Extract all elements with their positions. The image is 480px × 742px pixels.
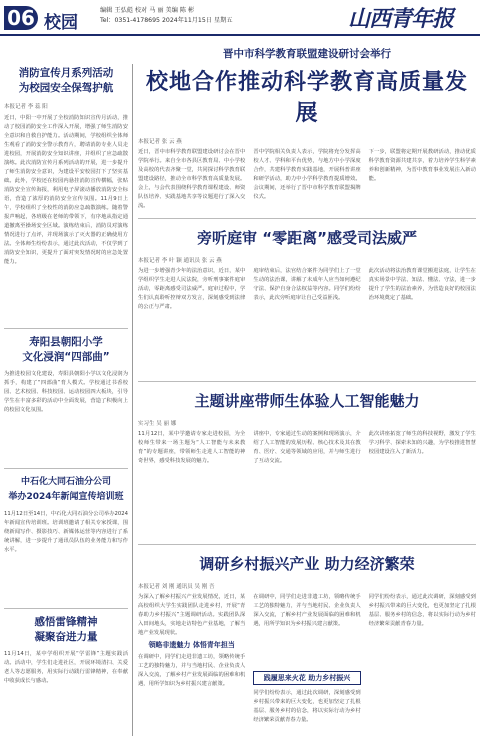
divider <box>4 328 128 329</box>
article-body-col3: 此次讲座拓宽了师生的科技视野，激发了学生学习科学、探索未知的兴趣，为学校推进智慧校园建设注入了新活力。 <box>368 431 476 455</box>
left-column <box>4 66 128 736</box>
header-meta <box>100 6 233 26</box>
divider <box>138 218 476 219</box>
article-ai-lecture <box>138 390 476 534</box>
article-byline: 实习生 吴 丽 娜 <box>138 421 177 427</box>
article-byline: 本报记者 刘 刚 通讯员 吴 刚 吾 <box>138 584 215 590</box>
article-title: 消防宣传月系列活动 为校园安全保驾护航 <box>18 67 114 94</box>
article-title: 寿阳县朝阳小学 文化浸润“四部曲” <box>22 336 110 363</box>
article-rural-revitalization <box>138 553 476 742</box>
article-body: 11月14日，某中学组织开展“学雷锋”主题实践活动。活动中，学生们走进社区，开展环境清扫、关爱老人等志愿服务，用实际行动践行雷锋精神，在奉献中收获成长与感动。 <box>4 651 128 684</box>
article-body-col1: 为深入了解乡村振兴产业发展情况，近日，某高校组织大学生实践团队走进乡村，开展“青春助力乡村振兴”主题调研活动。实践团队深入田间地头，实地走访特色产业基地，了解当地产业发展现状。 <box>138 594 246 636</box>
article-byline: 本报记者 张 云 燕 <box>138 139 182 145</box>
article-title: 感悟雷锋精神 凝聚奋进力量 <box>34 616 98 643</box>
article-byline: 本报记者 李 叶 颖 通讯员 张 云 燕 <box>138 258 222 264</box>
article-body: 为推进校园文化建设，寿阳县朝阳小学以文化浸润为抓手，构建了“四部曲”育人模式。学校通过书香校园、艺术校园、科技校园、运动校园四大板块，引导学生在丰富多彩的活动中全面发展，营造了积极向上的校园文化氛围。 <box>4 371 128 413</box>
article-court-visit <box>138 227 476 371</box>
main-area <box>138 38 476 742</box>
article-body-col2: 讲座中，专家通过生动的案例和现场演示，介绍了人工智能的发展历程、核心技术及其在教育、医疗、交通等领域的应用，并与师生进行了互动交流。 <box>253 431 361 464</box>
article-body-col3: 此次活动将法治教育课堂搬进法庭，让学生在真实场景中学法、知法、懂法、守法，进一步提升了学生的法治素养，为营造良好的校园法治环境奠定了基础。 <box>368 268 476 301</box>
article-headline: 校地合作推动科学教育高质量发展 <box>145 70 468 126</box>
divider <box>4 608 128 609</box>
article-body-col2: 在调研中，同学们走进非遗工坊，领略传统手工艺的独特魅力，并与当地村民、企业负责人深入交流，了解乡村产业发展面临的困难和机遇，用所学知识为乡村振兴建言献策。 <box>253 594 361 627</box>
divider <box>4 468 128 469</box>
article-body: 近日，中阳一中开展了全校消防知识宣传月活动，推动了校园消防安全工作深入开展，增强了师生消防安全意识和自救自护能力。活动期间，学校组织全体师生观看了消防安全警示教育片，聘请消防专业人员走进校园，开展消防安全知识讲座，并组织了应急疏散演练。此次消防宣传月系列活动的开展，进一步提升了师生消防安全意识，为建设平安校园打下了坚实基础。此外，学校还在校园内悬挂消防宣传横幅，张贴消防安全宣传海报，利用电子屏滚动播放消防安全标语，营造了浓厚的消防安全宣传氛围。11月9日上午，学校组织了全校性的消防应急疏散演练。随着警报声响起，各班级在老师的带领下，有序地从指定通道撤离至操场安全区域。演练结束后，消防员对演练情况进行了点评，并现场演示了灭火器的正确使用方法。全体师生纷纷表示，通过此次活动，不仅学到了消防安全知识，更提升了面对突发情况时的应急处置能力。 <box>4 115 128 265</box>
article-sinopec-training <box>4 475 128 602</box>
newspaper-logo: 山西青年报 <box>348 6 454 32</box>
article-body-col3: 同学们纷纷表示，通过此次调研，深刻感受到乡村振兴带来的巨大变化，也更加坚定了扎根基层、服务乡村的信念，将以实际行动为乡村经济繁荣贡献青春力量。 <box>368 594 476 627</box>
editor-line: 编辑 王弘彪 校对 马 丽 美编 陈 彬 <box>100 7 195 14</box>
divider <box>138 381 476 382</box>
article-headline: 主题讲座带师生体验人工智能魅力 <box>194 392 420 410</box>
article-body-col1: 11月12日，某中学邀请专家走进校园，为全校师生带来一场主题为“人工智能与未来教育”的专题讲座，带领师生走进人工智能的神奇世界，感受科技发展的魅力。 <box>138 431 246 464</box>
article-body-col2: 庭审结束后，法官结合案件为同学们上了一堂生动的法治课，讲解了未成年人应当如何遵纪守法、保护自身合法权益等内容。同学们纷纷表示，此次旁听庭审让自己受益匪浅。 <box>253 268 361 301</box>
article-body-col2b: 同学们纷纷表示，通过此次调研，深刻感受到乡村振兴带来的巨大变化，也更加坚定了扎根基层、服务乡村的信念，将以实际行动为乡村经济繁荣贡献青春力量。 <box>253 690 361 723</box>
section-title: 校园 <box>44 13 78 33</box>
column-divider <box>132 64 133 736</box>
article-body-col1b: 在调研中，同学们走进非遗工坊，领略传统手工艺的独特魅力，并与当地村民、企业负责人深入交流，了解乡村产业发展面临的困难和机遇，用所学知识为乡村振兴建言献策。 <box>138 654 246 687</box>
page-number: 06 <box>4 6 38 30</box>
page-header <box>0 0 480 36</box>
subheading-boxed: 践履思来火花 助力乡村振兴 <box>253 671 360 685</box>
article-body-col1: 近日，晋中市科学教育联盟建设研讨会在晋中学院举行。来自全市各县区教育局、中小学校及高校的代表齐聚一堂，共同探讨科学教育联盟建设路径，推动全市科学教育高质量发展。会上，与会代表围绕科学教育课程建设、师资队伍培养、实践基地共享等议题进行了深入交流。 <box>138 149 246 208</box>
article-shouyang-culture <box>4 335 128 462</box>
article-lei-feng <box>4 615 128 722</box>
article-headline: 旁听庭审 “零距离”感受司法威严 <box>197 229 417 247</box>
article-byline: 本报记者 李 蕊 阳 <box>4 104 48 110</box>
article-fire-safety <box>4 66 128 322</box>
divider <box>138 544 476 545</box>
article-body-col2: 晋中学院相关负责人表示，学院将充分发挥高校人才、学科和平台优势，与地方中小学深度合作，共建科学教育实践基地，开展科普讲座和研学活动，助力中小学科学教育提质增效。会议期间，还举行了晋中市科学教育联盟揭牌仪式。 <box>253 149 361 200</box>
article-headline: 调研乡村振兴产业 助力经济繁荣 <box>199 555 415 573</box>
article-title: 中石化大同石油分公司 举办2024年新闻宣传培训班 <box>8 477 124 502</box>
article-science-education <box>138 46 476 208</box>
article-body-col1: 为进一步增强青少年的法治意识，近日，某中学组织学生走进人民法院，旁听刑事案件庭审活动，零距离感受司法威严。庭审过程中，学生们认真聆听控辩双方发言，深刻感受到法律的公正与严肃。 <box>138 268 246 310</box>
contact-date-line: Tel：0351-4178695 2024年11月15日 星期五 <box>100 17 233 24</box>
article-body: 11月12日至14日，中石化大同石油分公司举办2024年新闻宣传培训班。培训班邀请了相关专家授课，围绕新闻写作、摄影技巧、新媒体运营等内容进行了系统讲解，进一步提升了通讯员队伍的业务能力和写作水平。 <box>4 511 128 553</box>
article-kicker: 晋中市科学教育联盟建设研讨会举行 <box>223 48 391 60</box>
subheading: 领略非遗魅力 体悟青年担当 <box>148 641 235 649</box>
article-body-col3: 下一步，联盟将定期开展教研活动，推动优质科学教育资源共建共享，着力培养学生科学素养和创新精神，为晋中教育事业发展注入新动能。 <box>368 149 476 182</box>
